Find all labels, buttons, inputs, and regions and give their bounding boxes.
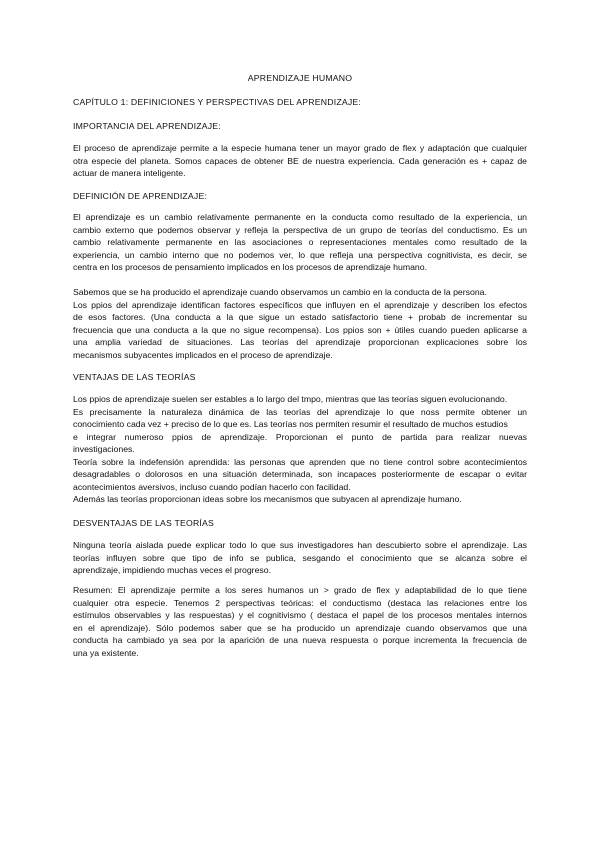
section-heading-ventajas: VENTAJAS DE LAS TEORÍAS <box>73 372 196 382</box>
text-line: experiencia, un cambio interno que no podemos ver, lo que refleja una perspectiva cognitivista, es decir, se <box>73 249 527 260</box>
text-line: e integrar numeroso ppios de aprendizaje. Proporcionan el punto de partida para realizar nuevas <box>73 431 527 442</box>
text-line: Resumen: El aprendizaje permite a los seres humanos un > grado de flex y adaptabilidad de lo que tiene <box>73 585 527 595</box>
text-line: teorías influyen sobre que tipo de info se publica, sesgando el conocimiento que se alcanza sobre el <box>73 552 527 563</box>
text-line: centra en los procesos de pensamiento implicados en los procesos de aprendizaje humano. <box>73 262 427 272</box>
text-line: cambio externo que podemos observar y refleja la perspectiva de un grupo de teorías del conductismo. Es un <box>73 224 527 235</box>
paragraph-ventajas <box>73 393 527 506</box>
text-line: otra especie del planeta. Somos capaces de obtener BE de nuestra experiencia. Cada generación es + capaz de <box>73 155 527 166</box>
paragraph-importancia <box>73 142 527 180</box>
text-line: cualquier otra especie. Tenemos 2 perspectivas teóricas: el conductismo (destaca las relaciones entre los <box>73 597 527 608</box>
text-line: Es precisamente la naturaleza dinámica de las teorías del aprendizaje lo que noss permite obtener un <box>73 406 527 417</box>
paragraph-desventajas <box>73 539 527 577</box>
text-line: estímulos observables y las respuestas) y el cognitivismo ( destaca el papel de los procesos mentales internos <box>73 610 527 620</box>
text-line: Teoría sobre la indefensión aprendida: las personas que aprenden que no tiene control sobre acontecimientos <box>73 456 527 467</box>
paragraph-resumen <box>73 584 527 659</box>
text-line: frecuencia que una conducta a la que no sigue recompensa). Los ppios son + útiles cuando pueden aplicarse a <box>73 324 527 335</box>
text-line: Sabemos que se ha producido el aprendizaje cuando observamos un cambio en la conducta de la persona. <box>73 287 487 297</box>
text-line: aprendizaje, impidiendo muchas veces el progreso. <box>73 565 271 575</box>
text-line: Los ppios de aprendizaje suelen ser estables a lo largo del tmpo, mientras que las teorías siguen evolucionando. <box>73 394 508 404</box>
text-line: desagradables o dolorosos en una situación determinada, son incapaces posteriormente de escapar o evitar <box>73 469 527 479</box>
text-line: conducta ha cambiado ya sea por la aparición de una nueva respuesta o porque incrementa la frecuencia de <box>73 635 527 645</box>
text-line: en el aprendizaje). Sólo podemos saber que se ha producido un aprendizaje cuando observamos que una <box>73 622 527 633</box>
text-line: Ninguna teoría aislada puede explicar todo lo que sus investigadores han descubierto sobre el aprendizaje. Las <box>73 540 527 550</box>
text-line: cambio relativamente permanente en las asociaciones o representaciones mentales como resultado de la <box>73 237 527 247</box>
section-heading-definicion: DEFINICIÓN DE APRENDIZAJE: <box>73 191 208 201</box>
section-heading-importancia: IMPORTANCIA DEL APRENDIZAJE: <box>73 121 221 131</box>
text-line: actuar de manera inteligente. <box>73 168 186 178</box>
text-line: una ya existente. <box>73 647 139 658</box>
text-line: una amplia variedad de situaciones. Las teorías del aprendizaje proporcionan explicaciones sobre los <box>73 337 527 347</box>
paragraph-sabemos <box>73 286 527 361</box>
section-heading-desventajas: DESVENTAJAS DE LAS TEORÍAS <box>73 518 215 528</box>
text-line: El proceso de aprendizaje permite a la especie humana tener un mayor grado de flex y adaptación que cualquier <box>73 143 527 153</box>
paragraph-definicion <box>73 211 527 274</box>
text-line: investigaciones. <box>73 444 135 454</box>
text-line: acontecimientos aversivos, incluso cuando podían hacerlo con facilidad. <box>73 481 351 492</box>
text-line: conocimiento cada vez + preciso de lo que es. Las teorías nos permiten resumir el resultado de muchos estudios <box>73 419 508 429</box>
document-title: APRENDIZAJE HUMANO <box>247 73 353 83</box>
text-line: Además las teorías proporcionan ideas sobre los mecanismos que subyacen al aprendizaje humano. <box>73 494 462 504</box>
chapter-heading: CAPÍTULO 1: DEFINICIONES Y PERSPECTIVAS DEL APRENDIZAJE: <box>73 97 361 107</box>
text-line: Los ppios del aprendizaje identifican factores específicos que influyen en el aprendizaje y describen los efectos <box>73 299 527 310</box>
text-line: mecanismos subyacentes implicados en el proceso de aprendizaje. <box>73 349 333 360</box>
text-line: de esos factores. (Una conducta a la que sigue un estado satisfactorio tiene + probab de incrementar su <box>73 312 527 322</box>
text-line: El aprendizaje es un cambio relativamente permanente en la conducta como resultado de la experiencia, un <box>73 212 527 222</box>
